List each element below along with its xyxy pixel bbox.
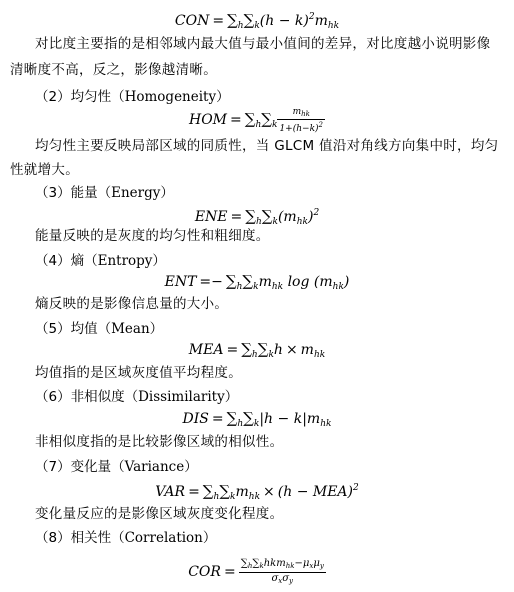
exponent: 2: [318, 120, 324, 129]
sum-symbol: ∑: [245, 207, 256, 225]
subscript: hk: [320, 419, 332, 429]
sum-symbol: ∑: [244, 110, 256, 128]
numerator-term: −μ: [294, 557, 310, 569]
formula-lhs: CON: [174, 13, 210, 29]
heading-number: （6）: [35, 389, 71, 405]
numerator-term: hkm: [263, 557, 286, 569]
formula-term: (h − k): [259, 13, 309, 29]
formula-term: (m: [277, 209, 297, 225]
numerator: m: [292, 106, 302, 117]
formula-term: ): [343, 274, 350, 290]
paragraph-mean: 均值指的是区域灰度值平均程度。: [35, 365, 242, 381]
times-sign: ×: [285, 342, 298, 358]
sum-index: k: [271, 120, 278, 130]
sum-symbol: ∑: [240, 557, 248, 569]
sum-symbol: ∑: [242, 272, 254, 290]
paragraph-dissimilarity: 非相似度指的是比较影像区域的相似性。: [35, 434, 284, 450]
formula-term: m: [314, 13, 328, 29]
formula-term: m: [306, 411, 321, 427]
equals-sign: =: [230, 209, 243, 225]
sum-index: h: [237, 21, 244, 31]
formula-term: (m: [313, 274, 333, 290]
subscript: hk: [271, 282, 284, 292]
heading-zh: 均匀性: [70, 89, 112, 105]
subscript: hk: [301, 109, 310, 118]
heading-variance: [35, 456, 198, 478]
heading-number: （5）: [35, 321, 71, 337]
formula-term: ): [307, 209, 314, 225]
denominator-term: σ: [271, 572, 279, 584]
formula-lhs: DIS: [182, 411, 209, 427]
subscript: hk: [332, 282, 344, 292]
sum-index: k: [253, 282, 259, 292]
heading-number: （7）: [35, 459, 71, 475]
sum-index: k: [230, 492, 236, 502]
exponent: 2: [353, 483, 359, 493]
equals-sign: =: [230, 112, 242, 128]
formula-lhs: VAR: [155, 484, 186, 500]
sum-symbol: ∑: [226, 409, 238, 427]
formula-term: (h − MEA): [277, 484, 354, 500]
denominator-term: σ: [282, 572, 290, 584]
sum-symbol: ∑: [243, 409, 254, 427]
sum-index: h: [237, 419, 244, 429]
exponent: 2: [313, 208, 320, 218]
subscript: hk: [313, 350, 326, 360]
exponent: 2: [308, 12, 315, 22]
sum-index: h: [251, 350, 258, 360]
sum-index: h: [255, 120, 262, 130]
heading-mean: [35, 318, 163, 340]
formula-correlation: [0, 557, 514, 587]
subscript: hk: [248, 492, 261, 502]
heading-number: （2）: [35, 89, 71, 105]
numerator-term: μ: [313, 557, 320, 569]
times-sign: ×: [263, 484, 275, 500]
formula-term: |h − k|: [259, 411, 307, 427]
heading-zh: 熵: [70, 253, 85, 269]
heading-en: （Correlation）: [111, 530, 217, 546]
sum-symbol: ∑: [252, 557, 260, 569]
equals-sign: =: [211, 411, 224, 427]
sum-symbol: ∑: [243, 11, 255, 29]
heading-number: （8）: [35, 530, 71, 546]
paragraph-contrast-line2: 清晰度不高，反之，影像越清晰。: [10, 62, 217, 78]
equals-sign: =: [212, 13, 225, 29]
equals-sign: =: [223, 564, 236, 580]
sum-symbol: ∑: [261, 110, 272, 128]
heading-dissimilarity: [35, 386, 238, 408]
heading-entropy: [35, 250, 166, 272]
formula-lhs: ENT: [164, 274, 197, 290]
heading-zh: 相关性: [70, 530, 112, 546]
sum-index: k: [259, 561, 264, 570]
paragraph-energy: 能量反映的是灰度的均匀性和粗细度。: [35, 228, 270, 244]
sum-symbol: ∑: [202, 482, 214, 500]
heading-zh: 非相似度: [70, 389, 125, 405]
sum-index: h: [255, 217, 262, 227]
formula-homogeneity: [0, 106, 514, 132]
formula-lhs: HOM: [188, 112, 228, 128]
subscript: hk: [296, 217, 308, 227]
fraction: [277, 107, 325, 134]
subscript: x: [278, 576, 283, 585]
subscript: y: [319, 561, 324, 570]
formula-term: m: [300, 342, 314, 358]
formula-term: m: [258, 274, 272, 290]
sum-index: h: [247, 561, 253, 570]
sum-index: h: [236, 282, 243, 292]
subscript: hk: [285, 561, 295, 570]
subscript: y: [289, 576, 294, 585]
sum-index: k: [253, 419, 260, 429]
heading-number: （3）: [35, 185, 71, 201]
sum-index: k: [272, 217, 278, 227]
heading-en: （Dissimilarity）: [124, 389, 239, 405]
paragraph-variance: 变化量反应的是影像区域灰度变化程度。: [35, 506, 284, 522]
formula-lhs: COR: [188, 564, 221, 580]
formula-lhs: ENE: [194, 209, 228, 225]
heading-en: （Energy）: [97, 185, 174, 201]
formula-lhs: MEA: [188, 342, 224, 358]
equals-sign: =: [226, 342, 239, 358]
heading-en: （Entropy）: [84, 253, 166, 269]
heading-correlation: [35, 527, 216, 549]
sum-symbol: ∑: [261, 207, 273, 225]
formula-term: h: [273, 342, 283, 358]
sum-symbol: ∑: [227, 11, 238, 29]
sum-symbol: ∑: [225, 272, 237, 290]
sum-symbol: ∑: [257, 340, 269, 358]
heading-en: （Mean）: [97, 321, 164, 337]
sum-index: k: [268, 350, 274, 360]
log-operator: log: [287, 274, 310, 290]
sum-index: h: [213, 492, 220, 502]
paragraph-entropy: 熵反映的是影像信息量的大小。: [35, 296, 229, 312]
subscript: x: [309, 561, 314, 570]
denominator: 1+(h−k): [279, 123, 319, 134]
equals-sign: =: [188, 484, 200, 500]
sum-symbol: ∑: [219, 482, 231, 500]
paragraph-homogeneity-line2: 性就增大。: [10, 162, 79, 178]
subscript: hk: [327, 21, 340, 31]
heading-zh: 能量: [70, 185, 98, 201]
paragraph-homogeneity-line1: 均匀性主要反映局部区域的同质性，当 GLCM 值沿对角线方向集中时，均匀: [35, 138, 499, 154]
heading-en: （Homogeneity）: [111, 89, 230, 105]
heading-zh: 均值: [70, 321, 98, 337]
sum-index: k: [254, 21, 260, 31]
heading-energy: [35, 182, 174, 204]
heading-homogeneity: [35, 86, 230, 108]
heading-number: （4）: [35, 253, 71, 269]
fraction: [239, 558, 326, 587]
equals-sign: =−: [199, 274, 223, 290]
sum-symbol: ∑: [241, 340, 252, 358]
heading-zh: 变化量: [70, 459, 112, 475]
formula-term: m: [235, 484, 249, 500]
paragraph-contrast-line1: 对比度主要指的是相邻域内最大值与最小值间的差异，对比度越小说明影像: [35, 36, 491, 52]
heading-en: （Variance）: [111, 459, 198, 475]
